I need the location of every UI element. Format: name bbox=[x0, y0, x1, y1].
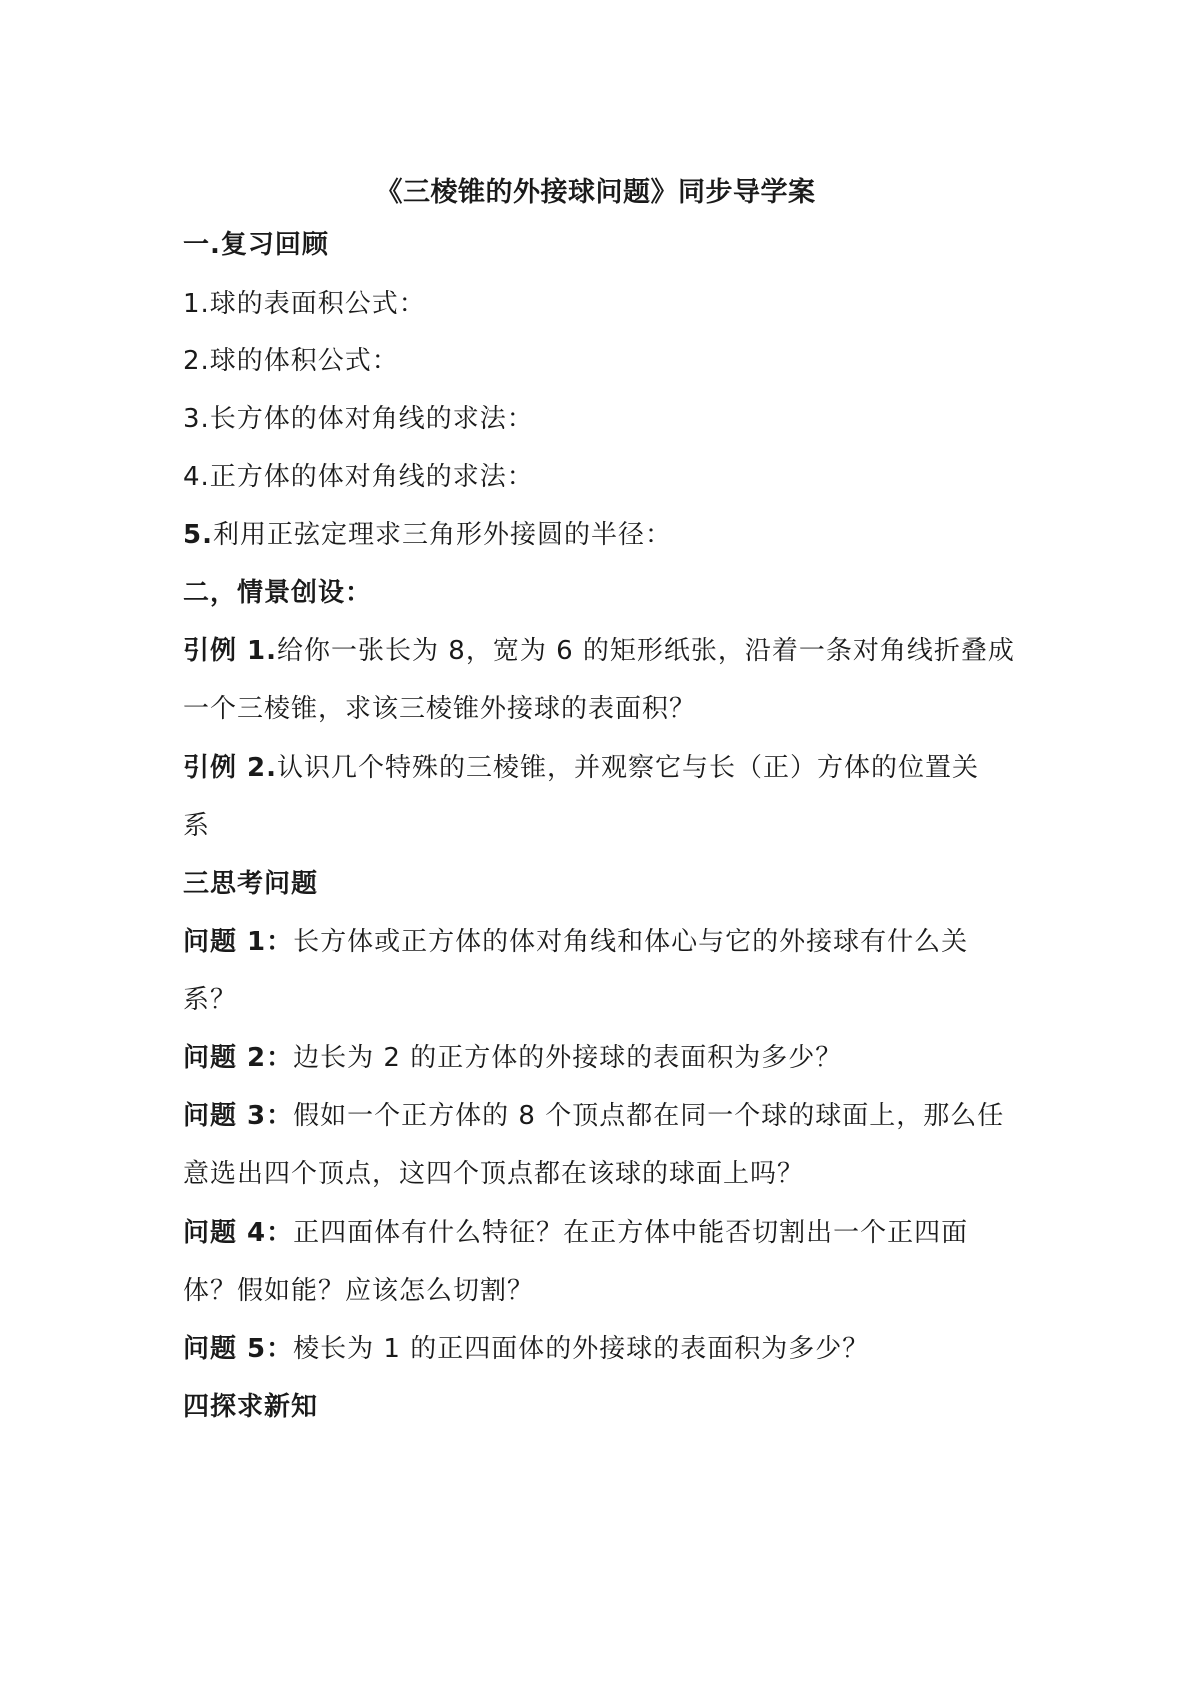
example-1-line-1 bbox=[183, 630, 1023, 667]
question-4-text: 正四面体有什么特征？在正方体中能否切割出一个正四面 bbox=[293, 1218, 969, 1248]
review-item-5-lead: 5. bbox=[183, 520, 213, 550]
question-3-lead: 问题 3： bbox=[183, 1101, 294, 1131]
question-3-text: 假如一个正方体的 8 个顶点都在同一个球的球面上，那么任 bbox=[293, 1101, 1005, 1131]
review-item-5-text: 利用正弦定理求三角形外接圆的半径： bbox=[212, 520, 672, 550]
question-1-text: 长方体或正方体的体对角线和体心与它的外接球有什么关 bbox=[293, 927, 969, 957]
example-1-lead: 引例 1. bbox=[183, 636, 278, 666]
review-item-5 bbox=[183, 514, 1023, 551]
question-4-line-1 bbox=[183, 1212, 1023, 1249]
section-heading-explore: 四探求新知 bbox=[183, 1392, 319, 1422]
question-2-text: 边长为 2 的正方体的外接球的表面积为多少？ bbox=[293, 1043, 843, 1073]
example-2-line-2: 系 bbox=[183, 811, 211, 841]
question-5-lead: 问题 5： bbox=[183, 1334, 294, 1364]
review-item-1: 1.球的表面积公式： bbox=[183, 289, 426, 319]
question-1-lead: 问题 1： bbox=[183, 927, 294, 957]
section-heading-questions: 三思考问题 bbox=[183, 869, 319, 899]
example-2-text: 认识几个特殊的三棱锥，并观察它与长（正）方体的位置关 bbox=[277, 753, 980, 783]
section-heading-scenario: 二，情景创设： bbox=[183, 578, 373, 608]
document-title: 《三棱锥的外接球问题》同步导学案 bbox=[375, 177, 816, 208]
review-item-3: 3.长方体的体对角线的求法： bbox=[183, 404, 534, 434]
review-item-2: 2.球的体积公式： bbox=[183, 346, 399, 376]
question-3-line-1 bbox=[183, 1095, 1023, 1132]
question-2-line-1 bbox=[183, 1037, 1023, 1074]
example-1-text: 给你一张长为 8，宽为 6 的矩形纸张，沿着一条对角线折叠成 bbox=[277, 636, 1015, 666]
question-4-line-2: 体？假如能？应该怎么切割？ bbox=[183, 1276, 535, 1306]
review-item-4: 4.正方体的体对角线的求法： bbox=[183, 462, 534, 492]
question-1-line-2: 系？ bbox=[183, 985, 238, 1015]
question-5-text: 棱长为 1 的正四面体的外接球的表面积为多少？ bbox=[293, 1334, 870, 1364]
example-1-line-2: 一个三棱锥，求该三棱锥外接球的表面积？ bbox=[183, 694, 697, 724]
section-heading-review: 一.复习回顾 bbox=[183, 230, 329, 260]
question-1-line-1 bbox=[183, 921, 1023, 958]
example-2-lead: 引例 2. bbox=[183, 753, 278, 783]
example-2-line-1 bbox=[183, 747, 1023, 784]
question-5-line-1 bbox=[183, 1328, 1023, 1365]
question-3-line-2: 意选出四个顶点，这四个顶点都在该球的球面上吗？ bbox=[183, 1159, 805, 1189]
question-2-lead: 问题 2： bbox=[183, 1043, 294, 1073]
question-4-lead: 问题 4： bbox=[183, 1218, 294, 1248]
